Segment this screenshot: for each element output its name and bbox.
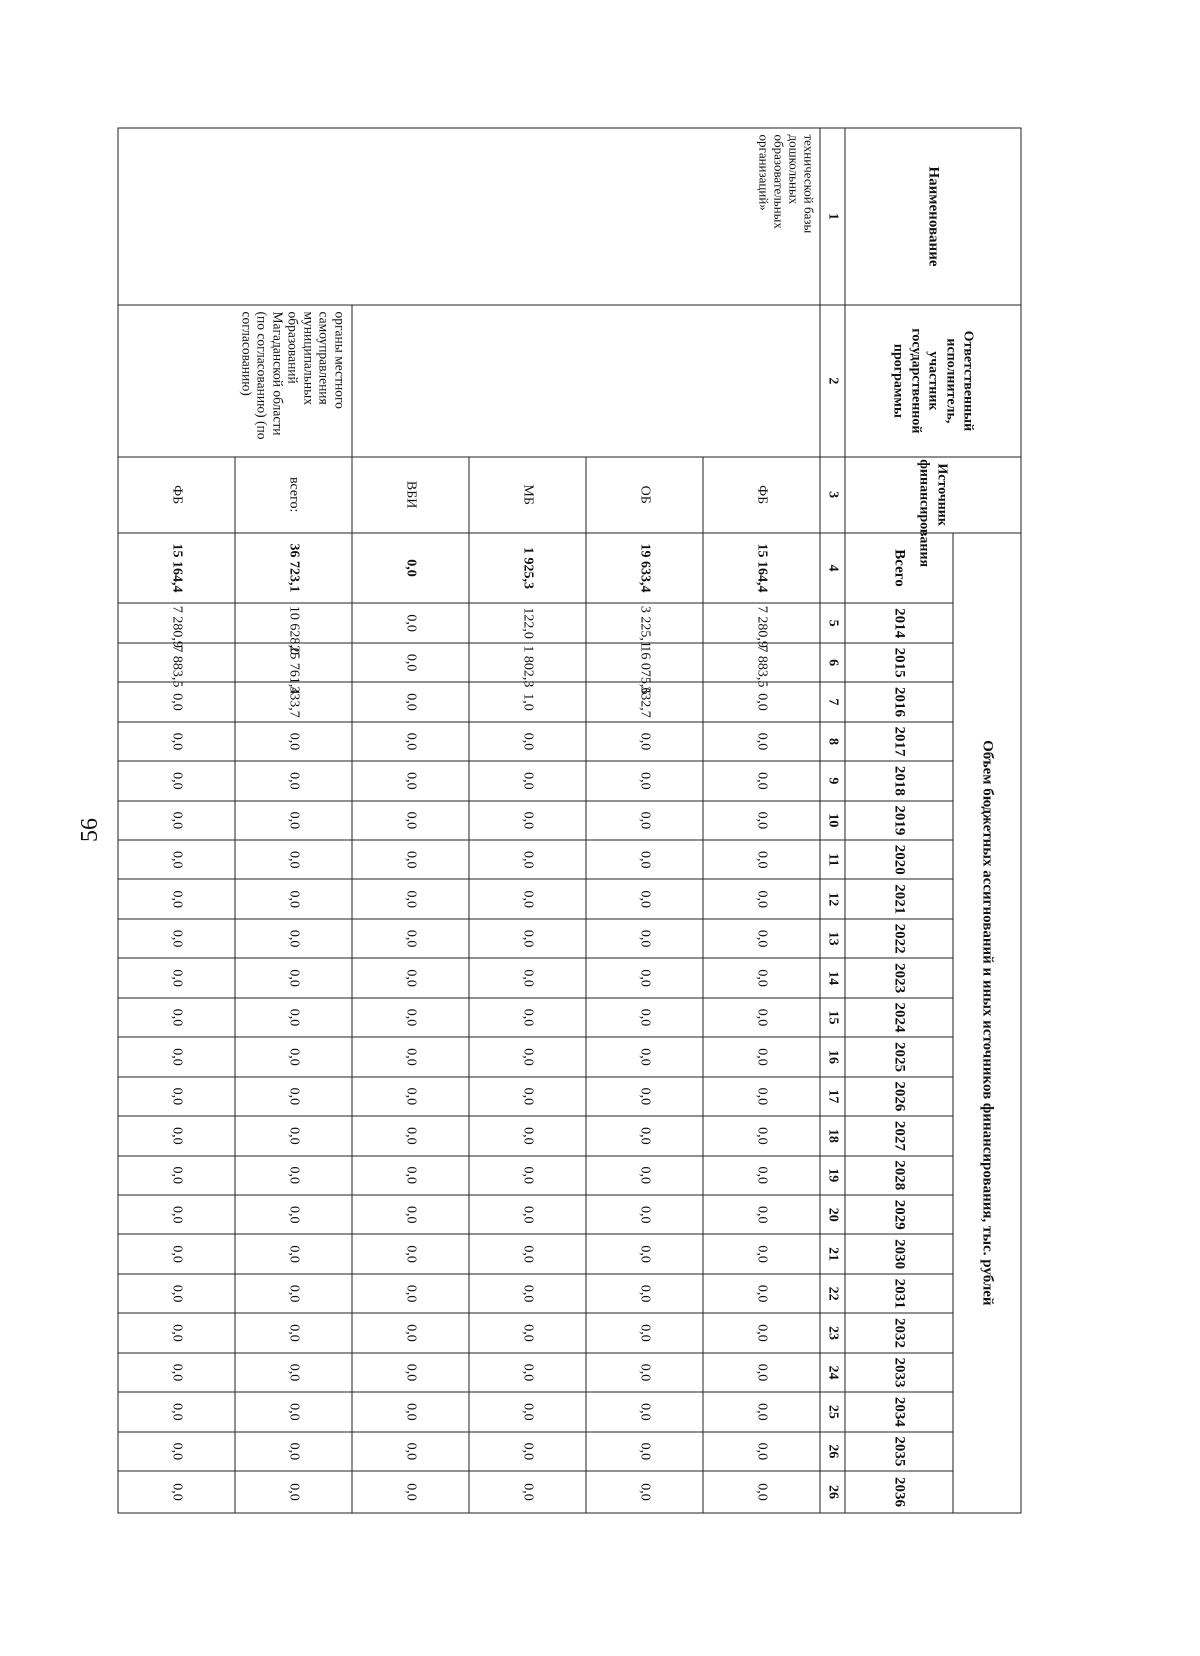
value-cell: 0,0 <box>703 1116 820 1155</box>
column-number: 8 <box>820 722 845 761</box>
value-cell: 0,0 <box>352 1156 469 1195</box>
value-2014-cell: 7 280,9 <box>703 603 820 642</box>
value-cell: 0,0 <box>235 722 352 761</box>
value-cell: 0,0 <box>703 840 820 879</box>
value-cell: 0,0 <box>703 1392 820 1431</box>
value-cell: 0,0 <box>703 761 820 800</box>
value-cell: 0,0 <box>118 1077 235 1116</box>
value-cell: 0,0 <box>703 1432 820 1471</box>
value-cell: 0,0 <box>352 1274 469 1313</box>
value-cell: 0,0 <box>586 1313 703 1352</box>
budget-table <box>118 128 1022 1514</box>
value-cell: 0,0 <box>469 1037 586 1076</box>
value-cell: 0,0 <box>352 998 469 1037</box>
value-2015-cell: 0,0 <box>352 643 469 682</box>
value-cell: 0,0 <box>235 919 352 958</box>
value-cell: 0,0 <box>703 1274 820 1313</box>
value-2016-cell: 0,0 <box>118 682 235 721</box>
header-name: Наименование <box>845 128 1021 305</box>
value-cell: 0,0 <box>586 1234 703 1273</box>
value-cell: 0,0 <box>118 879 235 918</box>
value-cell: 0,0 <box>586 958 703 997</box>
executor-cell: органы местного самоуправления муниципальных образований Магаданской области (по согласованию) (по согласованию) <box>118 305 352 457</box>
value-cell: 0,0 <box>703 958 820 997</box>
header-year: 2021 <box>845 879 953 918</box>
value-cell: 0,0 <box>352 761 469 800</box>
value-cell: 0,0 <box>118 761 235 800</box>
column-number: 3 <box>820 457 845 533</box>
value-cell: 0,0 <box>469 1392 586 1431</box>
column-number: 13 <box>820 919 845 958</box>
value-2016-cell: 333,7 <box>235 682 352 721</box>
value-cell: 0,0 <box>118 1234 235 1273</box>
value-cell: 0,0 <box>469 1471 586 1513</box>
value-cell: 0,0 <box>586 1274 703 1313</box>
value-cell: 0,0 <box>586 761 703 800</box>
column-number: 15 <box>820 998 845 1037</box>
executor-cell-empty <box>352 305 820 457</box>
column-number: 11 <box>820 840 845 879</box>
header-year: 2015 <box>845 643 953 682</box>
value-cell: 0,0 <box>235 998 352 1037</box>
value-2015-cell: 7 883,5 <box>703 643 820 682</box>
total-cell: 19 633,4 <box>586 533 703 604</box>
source-cell: ФБ <box>703 457 820 533</box>
value-cell: 0,0 <box>118 1353 235 1392</box>
source-cell: всего: <box>235 457 352 533</box>
column-number: 7 <box>820 682 845 721</box>
page-number: 56 <box>77 818 103 842</box>
value-cell: 0,0 <box>118 1195 235 1234</box>
column-number: 1 <box>820 128 845 305</box>
value-cell: 0,0 <box>469 801 586 840</box>
value-cell: 0,0 <box>703 919 820 958</box>
value-cell: 0,0 <box>586 801 703 840</box>
value-cell: 0,0 <box>352 1195 469 1234</box>
value-cell: 0,0 <box>235 1313 352 1352</box>
value-cell: 0,0 <box>586 1037 703 1076</box>
value-cell: 0,0 <box>235 1392 352 1431</box>
value-cell: 0,0 <box>352 1432 469 1471</box>
value-2015-cell: 25 761,4 <box>235 643 352 682</box>
value-cell: 0,0 <box>586 1432 703 1471</box>
value-cell: 0,0 <box>352 1077 469 1116</box>
column-number: 5 <box>820 603 845 642</box>
column-number: 18 <box>820 1116 845 1155</box>
value-cell: 0,0 <box>586 1392 703 1431</box>
value-cell: 0,0 <box>118 1392 235 1431</box>
value-cell: 0,0 <box>469 998 586 1037</box>
value-cell: 0,0 <box>352 840 469 879</box>
total-cell: 0,0 <box>352 533 469 604</box>
header-year: 2017 <box>845 722 953 761</box>
value-cell: 0,0 <box>235 1432 352 1471</box>
header-year: 2014 <box>845 603 953 642</box>
program-name-cell: технической базы дошкольных образовательных организаций» <box>118 128 820 305</box>
header-year: 2036 <box>845 1471 953 1513</box>
column-number: 2 <box>820 305 845 457</box>
header-year: 2031 <box>845 1274 953 1313</box>
value-2014-cell: 122,0 <box>469 603 586 642</box>
value-cell: 0,0 <box>235 801 352 840</box>
column-number: 12 <box>820 879 845 918</box>
value-cell: 0,0 <box>118 1471 235 1513</box>
value-cell: 0,0 <box>703 1234 820 1273</box>
column-number: 19 <box>820 1156 845 1195</box>
value-2014-cell: 3 225,1 <box>586 603 703 642</box>
total-cell: 1 925,3 <box>469 533 586 604</box>
value-cell: 0,0 <box>118 1432 235 1471</box>
value-cell: 0,0 <box>235 958 352 997</box>
total-cell: 15 164,4 <box>118 533 235 604</box>
header-source: Источник финансирования <box>845 457 1021 533</box>
value-cell: 0,0 <box>703 879 820 918</box>
value-cell: 0,0 <box>703 801 820 840</box>
header-year: 2033 <box>845 1353 953 1392</box>
value-cell: 0,0 <box>118 919 235 958</box>
value-cell: 0,0 <box>469 1156 586 1195</box>
header-year: 2027 <box>845 1116 953 1155</box>
value-cell: 0,0 <box>352 1037 469 1076</box>
value-2014-cell: 0,0 <box>352 603 469 642</box>
column-number: 16 <box>820 1037 845 1076</box>
value-cell: 0,0 <box>352 958 469 997</box>
value-2016-cell: 0,0 <box>352 682 469 721</box>
value-cell: 0,0 <box>703 998 820 1037</box>
header-year: 2026 <box>845 1077 953 1116</box>
header-total: Всего <box>845 533 953 604</box>
value-cell: 0,0 <box>118 1156 235 1195</box>
header-year: 2029 <box>845 1195 953 1234</box>
value-cell: 0,0 <box>118 1274 235 1313</box>
header-year: 2024 <box>845 998 953 1037</box>
value-cell: 0,0 <box>586 722 703 761</box>
value-cell: 0,0 <box>586 1156 703 1195</box>
column-number: 22 <box>820 1274 845 1313</box>
value-cell: 0,0 <box>235 1077 352 1116</box>
value-2014-cell: 7 280,9 <box>118 603 235 642</box>
value-cell: 0,0 <box>118 722 235 761</box>
value-cell: 0,0 <box>118 1116 235 1155</box>
column-number: 4 <box>820 533 845 604</box>
value-cell: 0,0 <box>352 1392 469 1431</box>
value-cell: 0,0 <box>118 801 235 840</box>
value-cell: 0,0 <box>352 1471 469 1513</box>
value-cell: 0,0 <box>235 1037 352 1076</box>
column-number-row <box>820 128 845 1513</box>
column-number: 26 <box>820 1471 845 1513</box>
header-year: 2018 <box>845 761 953 800</box>
column-number: 9 <box>820 761 845 800</box>
source-cell: МБ <box>469 457 586 533</box>
source-cell: ВБИ <box>352 457 469 533</box>
value-2015-cell: 1 802,3 <box>469 643 586 682</box>
header-year: 2032 <box>845 1313 953 1352</box>
column-number: 21 <box>820 1234 845 1273</box>
header-year: 2022 <box>845 919 953 958</box>
header-budget: Объем бюджетных ассигнований и иных источников финансирования, тыс. рублей <box>953 533 1021 1513</box>
header-year: 2034 <box>845 1392 953 1431</box>
rotated-table-wrapper <box>119 128 1022 1514</box>
value-cell: 0,0 <box>352 1313 469 1352</box>
column-number: 14 <box>820 958 845 997</box>
value-cell: 0,0 <box>469 840 586 879</box>
value-cell: 0,0 <box>235 1471 352 1513</box>
source-cell: ОБ <box>586 457 703 533</box>
value-cell: 0,0 <box>469 1353 586 1392</box>
header-year: 2028 <box>845 1156 953 1195</box>
value-2015-cell: 7 883,5 <box>118 643 235 682</box>
value-cell: 0,0 <box>352 1234 469 1273</box>
value-cell: 0,0 <box>352 1116 469 1155</box>
column-number: 20 <box>820 1195 845 1234</box>
header-year: 2023 <box>845 958 953 997</box>
value-cell: 0,0 <box>586 919 703 958</box>
value-cell: 0,0 <box>352 1353 469 1392</box>
column-number: 25 <box>820 1392 845 1431</box>
value-cell: 0,0 <box>469 1195 586 1234</box>
column-number: 24 <box>820 1353 845 1392</box>
value-cell: 0,0 <box>703 1195 820 1234</box>
column-number: 17 <box>820 1077 845 1116</box>
value-cell: 0,0 <box>586 1195 703 1234</box>
value-cell: 0,0 <box>352 879 469 918</box>
value-cell: 0,0 <box>586 998 703 1037</box>
value-cell: 0,0 <box>586 879 703 918</box>
total-cell: 15 164,4 <box>703 533 820 604</box>
value-cell: 0,0 <box>235 879 352 918</box>
value-cell: 0,0 <box>235 761 352 800</box>
table-row <box>235 128 352 1513</box>
header-year: 2016 <box>845 682 953 721</box>
value-2016-cell: 332,7 <box>586 682 703 721</box>
value-cell: 0,0 <box>118 1313 235 1352</box>
value-cell: 0,0 <box>118 958 235 997</box>
value-cell: 0,0 <box>703 722 820 761</box>
value-cell: 0,0 <box>235 1195 352 1234</box>
value-cell: 0,0 <box>352 801 469 840</box>
value-2014-cell: 10 628,0 <box>235 603 352 642</box>
column-number: 26 <box>820 1432 845 1471</box>
value-cell: 0,0 <box>586 1471 703 1513</box>
value-cell: 0,0 <box>586 1116 703 1155</box>
value-cell: 0,0 <box>235 1156 352 1195</box>
value-cell: 0,0 <box>469 1274 586 1313</box>
value-cell: 0,0 <box>235 1274 352 1313</box>
value-2015-cell: 16 075,6 <box>586 643 703 682</box>
value-cell: 0,0 <box>469 1116 586 1155</box>
value-cell: 0,0 <box>235 840 352 879</box>
value-cell: 0,0 <box>469 1077 586 1116</box>
value-cell: 0,0 <box>586 1077 703 1116</box>
value-cell: 0,0 <box>469 919 586 958</box>
value-2016-cell: 0,0 <box>703 682 820 721</box>
value-cell: 0,0 <box>703 1471 820 1513</box>
value-cell: 0,0 <box>235 1234 352 1273</box>
header-year: 2025 <box>845 1037 953 1076</box>
column-number: 10 <box>820 801 845 840</box>
header-row-1 <box>953 128 1021 1513</box>
value-cell: 0,0 <box>586 840 703 879</box>
header-year: 2020 <box>845 840 953 879</box>
value-cell: 0,0 <box>469 1234 586 1273</box>
column-number: 23 <box>820 1313 845 1352</box>
value-cell: 0,0 <box>703 1313 820 1352</box>
header-year: 2019 <box>845 801 953 840</box>
value-cell: 0,0 <box>235 1116 352 1155</box>
value-cell: 0,0 <box>352 919 469 958</box>
value-cell: 0,0 <box>118 840 235 879</box>
value-cell: 0,0 <box>469 1313 586 1352</box>
value-cell: 0,0 <box>703 1037 820 1076</box>
value-cell: 0,0 <box>352 722 469 761</box>
value-cell: 0,0 <box>118 998 235 1037</box>
column-number: 6 <box>820 643 845 682</box>
source-cell: ФБ <box>118 457 235 533</box>
header-year: 2035 <box>845 1432 953 1471</box>
header-year: 2030 <box>845 1234 953 1273</box>
value-cell: 0,0 <box>469 761 586 800</box>
value-2016-cell: 1,0 <box>469 682 586 721</box>
value-cell: 0,0 <box>703 1353 820 1392</box>
table-row <box>703 128 820 1513</box>
value-cell: 0,0 <box>469 958 586 997</box>
value-cell: 0,0 <box>118 1037 235 1076</box>
value-cell: 0,0 <box>469 1432 586 1471</box>
value-cell: 0,0 <box>469 722 586 761</box>
value-cell: 0,0 <box>703 1077 820 1116</box>
value-cell: 0,0 <box>235 1353 352 1392</box>
value-cell: 0,0 <box>586 1353 703 1392</box>
value-cell: 0,0 <box>469 879 586 918</box>
header-executor: Ответственный исполнитель, участник государственной программы <box>845 305 1021 457</box>
total-cell: 36 723,1 <box>235 533 352 604</box>
value-cell: 0,0 <box>703 1156 820 1195</box>
